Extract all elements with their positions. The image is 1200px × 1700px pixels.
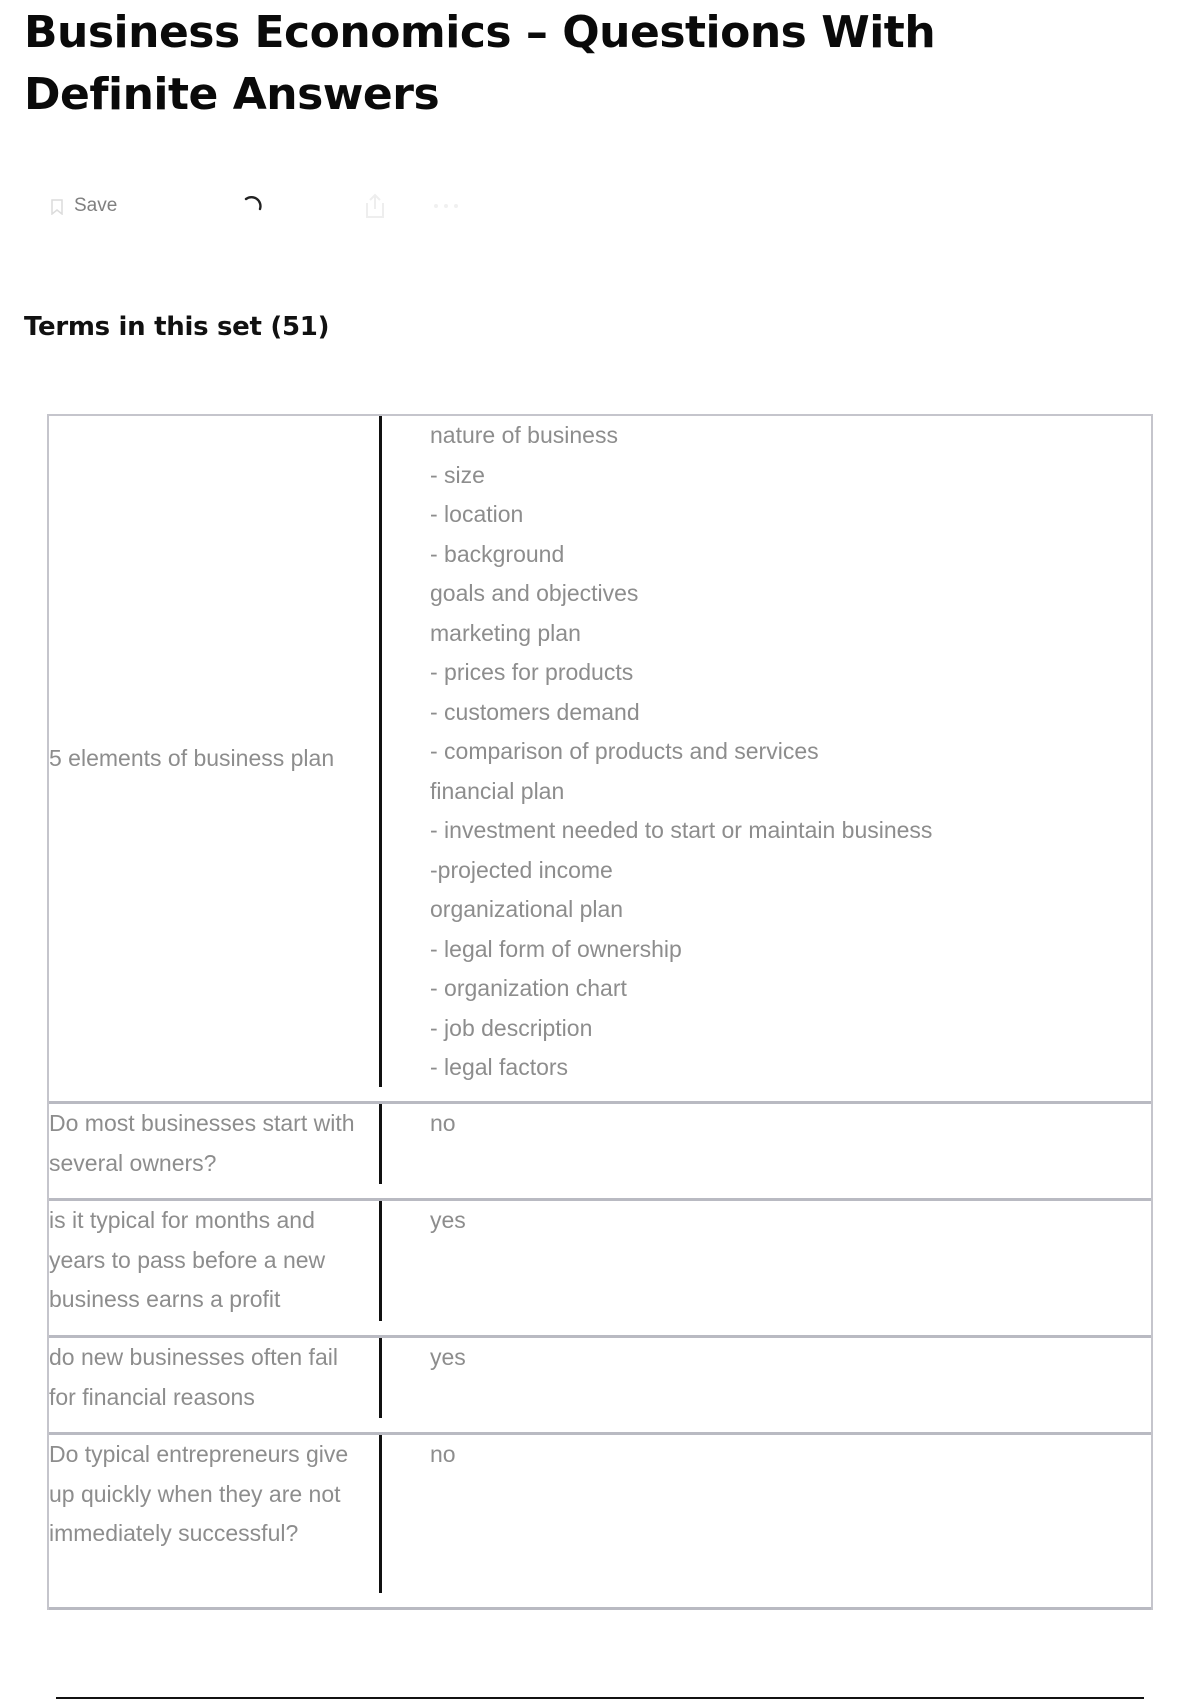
definition-line: - legal form of ownership — [430, 935, 682, 962]
term-text: Do typical entrepreneurs give up quickly when they are not immediately successful? — [49, 1441, 349, 1546]
definition-line: financial plan — [430, 777, 565, 804]
definition-line: no — [430, 1441, 456, 1467]
term-cell — [49, 1338, 379, 1432]
definition-line: no — [430, 1110, 456, 1136]
terms-heading: Terms in this set (51) — [24, 312, 330, 342]
page-title: Business Economics – Questions With Definite Answers — [24, 7, 936, 120]
definition-line: - location — [430, 501, 524, 527]
table-row[interactable] — [49, 1104, 1151, 1201]
terms-table — [47, 414, 1153, 1610]
definition-line: - legal factors — [430, 1054, 569, 1080]
definition-line: goals and objectives — [430, 580, 639, 606]
definition-line: organizational plan — [430, 896, 624, 922]
definition-line: -projected income — [430, 856, 613, 883]
save-label: Save — [74, 195, 118, 216]
definition-cell — [382, 1104, 1151, 1198]
definition-line: - background — [430, 540, 565, 567]
definition-line: yes — [430, 1344, 466, 1370]
term-text: is it typical for months and years to pass before a new business earns a profit — [49, 1207, 326, 1312]
definition-line: nature of business — [430, 422, 618, 448]
more-options-icon[interactable] — [432, 186, 460, 226]
definition-cell — [382, 1201, 1151, 1335]
definition-line: - organization chart — [430, 975, 627, 1001]
definition-cell — [382, 1435, 1151, 1607]
save-button[interactable] — [50, 186, 117, 226]
bookmark-icon — [50, 199, 64, 213]
term-text: 5 elements of business plan — [49, 744, 335, 771]
definition-line: - job description — [430, 1014, 593, 1041]
loading-spinner-icon — [240, 186, 266, 226]
term-cell — [49, 1435, 379, 1607]
table-row[interactable] — [49, 1201, 1151, 1338]
definition-line: - size — [430, 461, 485, 488]
term-text: Do most businesses start with several owners? — [49, 1110, 355, 1176]
definition-line: - prices for products — [430, 659, 634, 685]
table-row[interactable] — [49, 1338, 1151, 1435]
footer-divider — [56, 1697, 1144, 1699]
term-cell — [49, 416, 379, 1101]
table-row[interactable] — [49, 416, 1151, 1104]
share-icon[interactable] — [362, 186, 388, 226]
definition-cell — [382, 416, 1151, 1101]
definition-line: - comparison of products and services — [430, 738, 819, 764]
definition-cell — [382, 1338, 1151, 1432]
definition-line: yes — [430, 1207, 466, 1233]
definition-line: - customers demand — [430, 698, 640, 725]
term-cell — [49, 1201, 379, 1335]
toolbar — [40, 186, 520, 226]
term-cell — [49, 1104, 379, 1198]
table-row[interactable] — [49, 1435, 1151, 1610]
definition-line: marketing plan — [430, 619, 581, 646]
term-text: do new businesses often fail for financial reasons — [49, 1344, 338, 1410]
definition-line: - investment needed to start or maintain business — [430, 817, 933, 843]
